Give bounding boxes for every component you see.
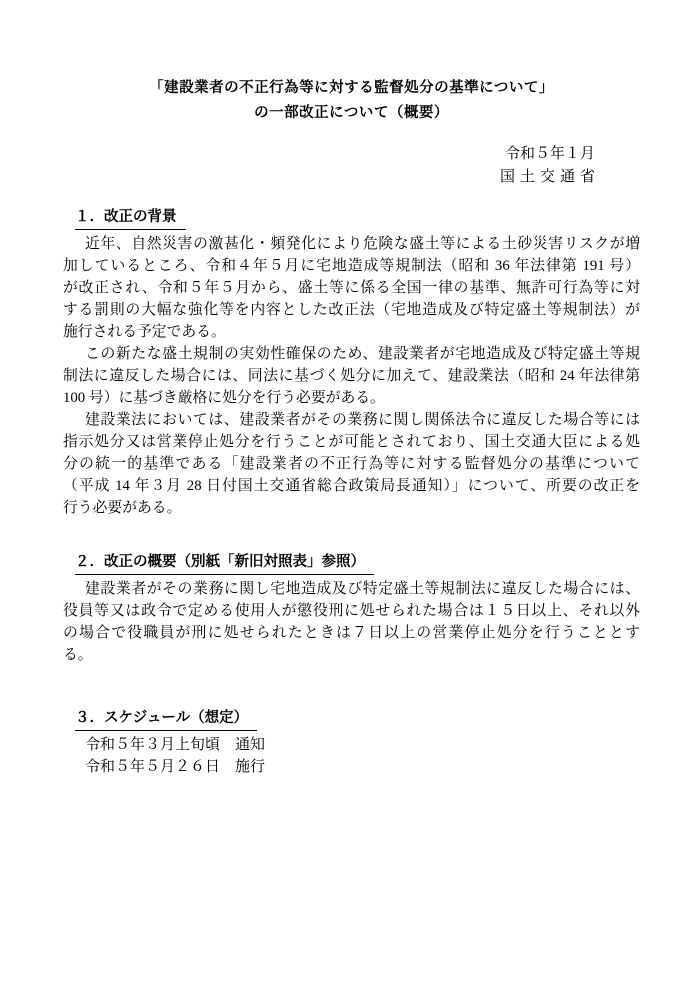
section-3-heading: ３．スケジュール（想定） <box>75 709 257 731</box>
section-1-paragraph-3 <box>63 409 640 519</box>
paragraph-line: 行う必要がある。 <box>63 500 182 516</box>
schedule-item: 令和５年５月２６日 施行 <box>85 759 266 775</box>
paragraph-line: 役員等又は政令で定める使用人が懲役刑に処せられた場合は１５日以上、それ以外 <box>63 603 640 619</box>
title-line-2: の一部改正について（概要） <box>254 105 449 121</box>
paragraph-line: 加しているところ、令和４年５月に宅地造成等規制法（昭和 36 年法律第 191 号） <box>63 258 640 274</box>
paragraph-line: が改正され、令和５年５月から、盛土等に係る全国一律の基準、無許可行為等に対 <box>63 280 640 296</box>
paragraph-line: （平成 14 年３月 28 日付国土交通省総合政策局長通知）」について、所要の改正を <box>63 478 640 494</box>
paragraph-line: 指示処分又は営業停止処分を行うことが可能とされており、国土交通大臣による処 <box>63 434 640 450</box>
document-meta <box>63 142 640 188</box>
paragraph-line: の場合で役職員が刑に処せられたときは７日以上の営業停止処分を行うこととす <box>63 625 640 641</box>
section-1-heading-row <box>63 208 640 230</box>
schedule-list <box>63 734 640 778</box>
schedule-item: 令和５年３月上旬頃 通知 <box>85 737 266 753</box>
section-1-paragraph-2 <box>63 343 640 409</box>
paragraph-line: 施行される予定である。 <box>63 324 226 340</box>
paragraph-line: 100 号）に基づき厳格に処分を行う必要がある。 <box>63 390 385 406</box>
title-line-1: 「建設業者の不正行為等に対する監督処分の基準について」 <box>149 80 554 96</box>
document-agency: 国土交通省 <box>499 168 600 185</box>
document-title <box>63 76 640 126</box>
section-2-heading-row <box>63 553 640 575</box>
section-2-heading: ２．改正の概要（別紙「新旧対照表」参照） <box>75 553 374 575</box>
section-2-paragraph-1 <box>63 578 640 666</box>
paragraph-line: 建設業法においては、建設業者がその業務に関し関係法令に違反した場合等には <box>85 412 640 428</box>
paragraph-line: 分の統一的基準である「建設業者の不正行為等に対する監督処分の基準について <box>63 456 640 472</box>
section-3-heading-row <box>63 709 640 731</box>
paragraph-line: る。 <box>63 647 93 663</box>
section-1-paragraph-1 <box>63 233 640 343</box>
paragraph-line: 建設業者がその業務に関し宅地造成及び特定盛土等規制法に違反した場合には、 <box>85 581 640 597</box>
paragraph-line: する罰則の大幅な強化等を内容とした改正法（宅地造成及び特定盛土等規制法）が <box>63 302 640 318</box>
document-date: 令和５年１月 <box>504 145 595 162</box>
paragraph-line: 近年、自然災害の激甚化・頻発化により危険な盛土等による土砂災害リスクが増 <box>85 236 640 252</box>
paragraph-line: 制法に違反した場合には、同法に基づく処分に加えて、建設業法（昭和 24 年法律第 <box>63 368 640 384</box>
section-1-heading: １．改正の背景 <box>75 208 186 230</box>
paragraph-line: この新たな盛土規制の実効性確保のため、建設業者が宅地造成及び特定盛土等規 <box>85 346 640 362</box>
